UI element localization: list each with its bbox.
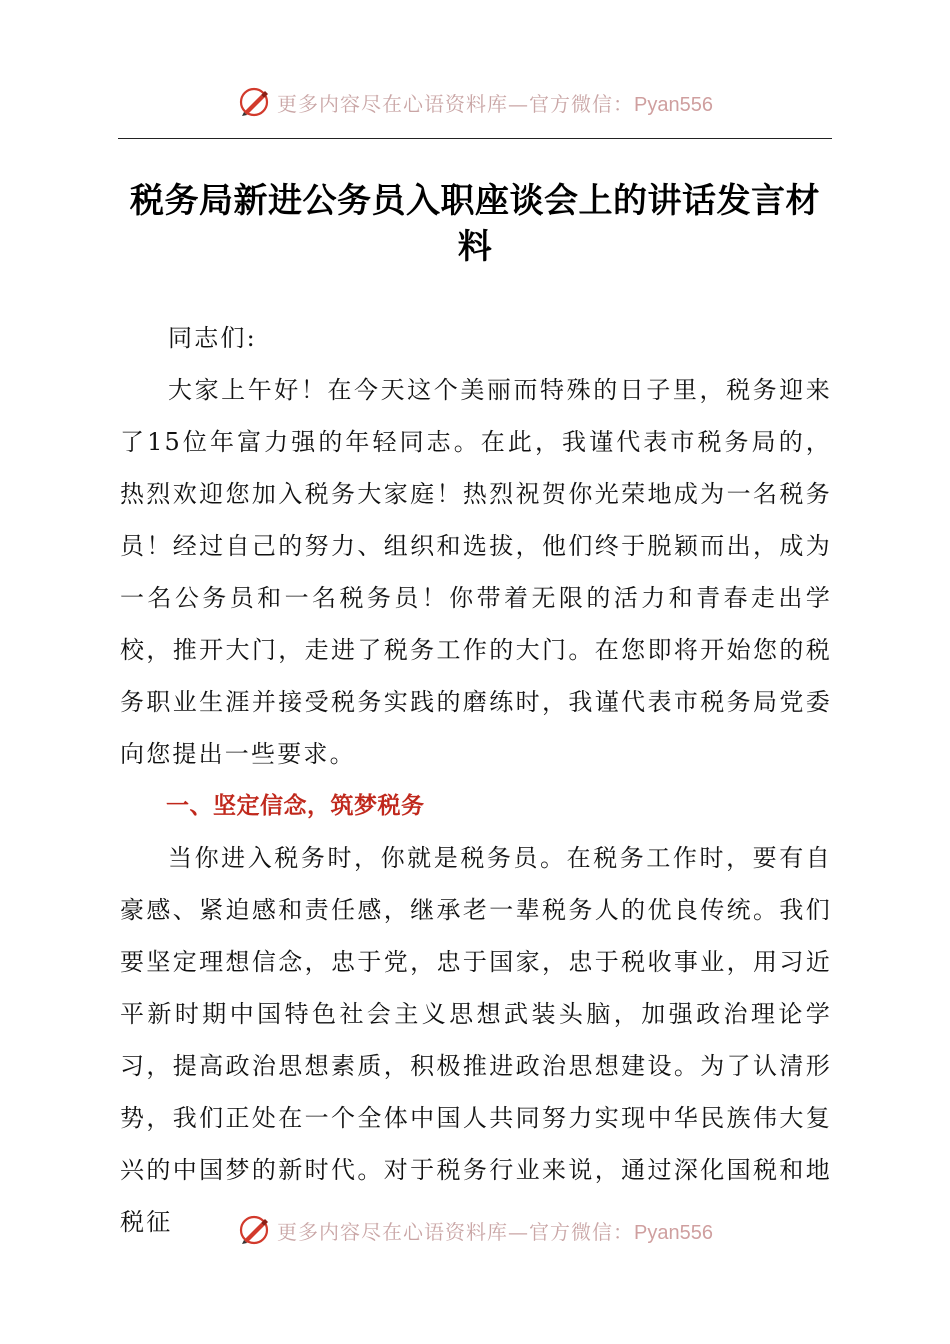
watermark-wechat-id: Pyan556 xyxy=(634,93,713,116)
watermark-text xyxy=(277,1216,713,1245)
red-pen-in-circle-icon xyxy=(237,1213,271,1247)
document-body xyxy=(120,312,832,1248)
greeting: 同志们: xyxy=(168,324,257,352)
watermark-wechat-id: Pyan556 xyxy=(634,1221,713,1244)
watermark-text-cn: 更多内容尽在心语资料库—官方微信： xyxy=(277,91,635,116)
watermark-text-cn: 更多内容尽在心语资料库—官方微信： xyxy=(277,1219,635,1244)
watermark-text xyxy=(277,88,713,117)
red-pen-in-circle-icon xyxy=(237,85,271,119)
section-paragraph: 当你进入税务时，你就是税务员。在税务工作时，要有自豪感、紧迫感和责任感，继承老一辈税务人的优良传统。我们要坚定理想信念，忠于党，忠于国家，忠于税收事业，用习近平新时期中国特色社会主义思想武装头脑，加强政治理论学习，提高政治思想素质，积极推进政治思想建设。为了认清形势，我们正处在一个全体中国人共同努力实现中华民族伟大复兴的中国梦的新时代。对于税务行业来说，通过深化国税和地税征 xyxy=(120,844,832,1236)
section-heading: 一、坚定信念，筑梦税务 xyxy=(166,793,425,819)
footer-watermark-banner xyxy=(0,1212,950,1248)
header-divider xyxy=(118,138,832,139)
document-title: 税务局新进公务员入职座谈会上的讲话发言材料 xyxy=(130,181,820,267)
paragraph: 大家上午好！在今天这个美丽而特殊的日子里，税务迎来了15位年富力强的年轻同志。在此，我谨代表市税务局的，热烈欢迎您加入税务大家庭！热烈祝贺你光荣地成为一名税务员！经过自己的努力、组织和选拔，他们终于脱颖而出，成为一名公务员和一名税务员！你带着无限的活力和青春走出学校，推开大门，走进了税务工作的大门。在您即将开始您的税务职业生涯并接受税务实践的磨练时，我谨代表市税务局党委向您提出一些要求。 xyxy=(120,376,832,768)
header-watermark-banner xyxy=(0,84,950,120)
